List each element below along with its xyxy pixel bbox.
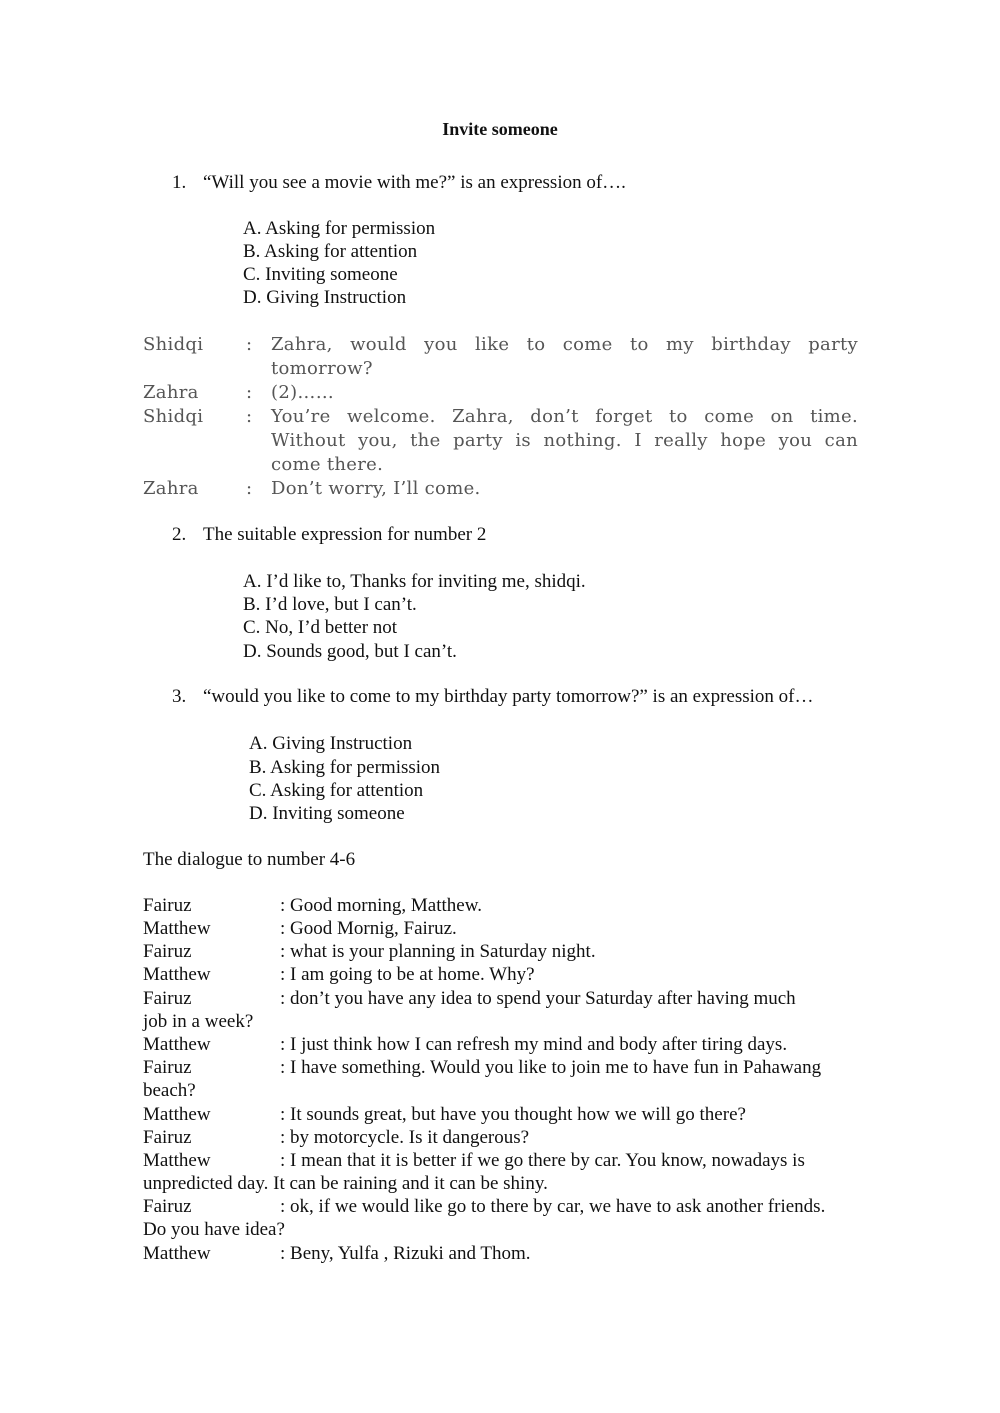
- dialogue-line: : by motorcycle. Is it dangerous?: [280, 1127, 530, 1148]
- speaker-colon: :: [246, 382, 253, 403]
- dialogue-line: come there.: [271, 454, 384, 475]
- speaker-name: Matthew: [143, 1243, 211, 1264]
- dialogue-line: : I am going to be at home. Why?: [280, 964, 535, 985]
- question-text: “would you like to come to my birthday party tomorrow?” is an expression of…: [203, 686, 814, 707]
- option-b: B. Asking for attention: [243, 241, 418, 262]
- question-text: The suitable expression for number 2: [203, 524, 487, 545]
- dialogue-line: : Beny, Yulfa , Rizuki and Thom.: [280, 1243, 531, 1264]
- speaker-name: Fairuz: [143, 895, 192, 916]
- dialogue-line: : Good Mornig, Fairuz.: [280, 918, 457, 939]
- option-b: B. I’d love, but I can’t.: [243, 594, 417, 615]
- option-d: D. Sounds good, but I can’t.: [243, 641, 457, 662]
- speaker-colon: :: [246, 478, 253, 499]
- speaker-name: Zahra: [143, 382, 199, 403]
- dialogue-line: : I just think how I can refresh my mind and body after tiring days.: [280, 1034, 788, 1055]
- dialogue-line: : I mean that it is better if we go there by car. You know, nowadays is: [280, 1150, 805, 1171]
- speaker-name: Fairuz: [143, 988, 192, 1009]
- option-d: D. Inviting someone: [249, 803, 405, 824]
- speaker-colon: :: [246, 334, 253, 355]
- speaker-name: Fairuz: [143, 1127, 192, 1148]
- speaker-name: Matthew: [143, 964, 211, 985]
- speaker-name: Shidqi: [143, 334, 204, 355]
- speaker-name: Matthew: [143, 1034, 211, 1055]
- option-c: C. No, I’d better not: [243, 617, 398, 638]
- speaker-name: Fairuz: [143, 1057, 192, 1078]
- dialogue-line: Zahra, would you like to come to my birthday party: [271, 334, 858, 355]
- question-text: “Will you see a movie with me?” is an expression of….: [203, 172, 626, 193]
- dialogue-turn: [0, 405, 1000, 477]
- dialogue-turn: [0, 333, 1000, 381]
- option-a: A. I’d like to, Thanks for inviting me, shidqi.: [243, 571, 586, 592]
- dialogue-line: : ok, if we would like go to there by car, we have to ask another friends.: [280, 1196, 826, 1217]
- dialogue-line: : Good morning, Matthew.: [280, 895, 482, 916]
- dialogue-line: : It sounds great, but have you thought how we will go there?: [280, 1104, 746, 1125]
- speaker-name: Fairuz: [143, 1196, 192, 1217]
- option-c: C. Asking for attention: [249, 780, 424, 801]
- dialogue-turn: [0, 381, 1000, 405]
- dialogue-line-continued: job in a week?: [143, 1011, 254, 1032]
- dialogue-line: : I have something. Would you like to join me to have fun in Pahawang: [280, 1057, 822, 1078]
- option-a: A. Asking for permission: [243, 218, 436, 239]
- dialogue-line: Without you, the party is nothing. I really hope you can: [271, 430, 858, 451]
- option-b: B. Asking for permission: [249, 757, 441, 778]
- question-number: 2.: [172, 524, 187, 545]
- speaker-colon: :: [246, 406, 253, 427]
- dialogue-line: : don’t you have any idea to spend your Saturday after having much: [280, 988, 796, 1009]
- speaker-name: Fairuz: [143, 941, 192, 962]
- dialogue-intro: The dialogue to number 4-6: [143, 849, 356, 870]
- speaker-name: Matthew: [143, 1150, 211, 1171]
- dialogue-line-continued: unpredicted day. It can be raining and it can be shiny.: [143, 1173, 548, 1194]
- speaker-name: Zahra: [143, 478, 199, 499]
- question-number: 3.: [172, 686, 187, 707]
- question-number: 1.: [172, 172, 187, 193]
- dialogue-line: tomorrow?: [271, 358, 373, 379]
- speaker-name: Matthew: [143, 918, 211, 939]
- option-d: D. Giving Instruction: [243, 287, 407, 308]
- speaker-name: Shidqi: [143, 406, 204, 427]
- dialogue-line: Don’t worry, I’ll come.: [271, 478, 481, 499]
- dialogue-line: You’re welcome. Zahra, don’t forget to come on time.: [271, 406, 858, 427]
- page-title: Invite someone: [442, 119, 558, 139]
- dialogue-line-continued: beach?: [143, 1080, 196, 1101]
- option-c: C. Inviting someone: [243, 264, 398, 285]
- dialogue-line-continued: Do you have idea?: [143, 1219, 285, 1240]
- dialogue-line: (2)……: [271, 382, 334, 403]
- option-a: A. Giving Instruction: [249, 733, 413, 754]
- dialogue-line: : what is your planning in Saturday night.: [280, 941, 596, 962]
- dialogue-turn: [0, 477, 1000, 501]
- speaker-name: Matthew: [143, 1104, 211, 1125]
